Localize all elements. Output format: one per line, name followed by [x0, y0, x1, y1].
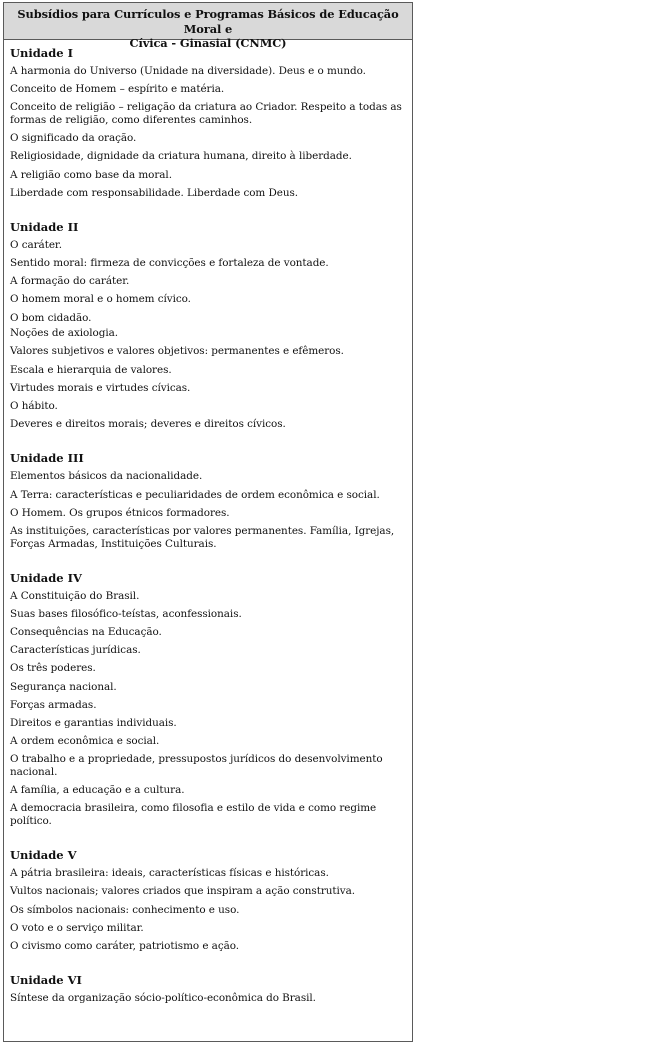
unit-2-item-8: Escala e hierarquia de valores.: [10, 363, 172, 376]
unit-5-item-4: O voto e o serviço militar.: [10, 921, 144, 934]
unit-1-section: [10, 46, 412, 199]
unit-5-item-2: Vultos nacionais; valores criados que inspiram a ação construtiva.: [10, 885, 355, 898]
unit-3-item-2: A Terra: características e peculiaridades de ordem econômica e social.: [10, 488, 380, 501]
unit-4-item-2: Suas bases filosófico-teístas, aconfessionais.: [10, 607, 242, 620]
unit-5-section: [10, 848, 412, 952]
unit-3-item-1: Elementos básicos da nacionalidade.: [10, 470, 203, 483]
table-header: [4, 3, 412, 50]
table-body: [4, 40, 412, 1005]
unit-1-item-2: Conceito de Homem – espírito e matéria.: [10, 83, 225, 96]
unit-1-item-3: Conceito de religião – religação da criatura ao Criador. Respeito a todas as formas de religião, como diferentes caminhos.: [10, 101, 402, 126]
unit-5-item-5: O civismo como caráter, patriotismo e ação.: [10, 939, 240, 952]
curriculum-table: [3, 2, 413, 1042]
unit-4-title: Unidade IV: [10, 570, 82, 585]
unit-4-item-1: A Constituição do Brasil.: [10, 589, 140, 602]
unit-4-item-11: A família, a educação e a cultura.: [10, 784, 185, 797]
header-title-line-2: Cívica - Ginasial (CNMC): [129, 36, 287, 50]
unit-2-item-3: A formação do caráter.: [10, 275, 130, 288]
header-title-line-1: Subsídios para Currículos e Programas Básicos de Educação Moral e: [17, 7, 399, 36]
unit-1-item-5: Religiosidade, dignidade da criatura humana, direito à liberdade.: [10, 150, 352, 163]
unit-2-item-5: O bom cidadão.: [10, 311, 92, 324]
unit-2-item-2: Sentido moral: firmeza de convicções e fortaleza de vontade.: [10, 257, 329, 270]
unit-2-item-1: O caráter.: [10, 238, 62, 251]
unit-1-item-6: A religião como base da moral.: [10, 168, 172, 181]
unit-4-item-10: O trabalho e a propriedade, pressupostos jurídicos do desenvolvimento nacional.: [10, 753, 383, 778]
unit-1-title: Unidade I: [10, 46, 73, 60]
unit-4-item-5: Os três poderes.: [10, 662, 96, 675]
unit-1-item-4: O significado da oração.: [10, 132, 137, 145]
unit-4-item-6: Segurança nacional.: [10, 680, 117, 693]
unit-2-item-11: Deveres e direitos morais; deveres e direitos cívicos.: [10, 418, 286, 431]
unit-5-item-1: A pátria brasileira: ideais, características físicas e históricas.: [10, 867, 329, 880]
unit-2-item-10: O hábito.: [10, 400, 58, 412]
section-gap: [10, 556, 412, 571]
unit-5-item-3: Os símbolos nacionais: conhecimento e uso.: [10, 903, 240, 916]
section-gap: [10, 833, 412, 848]
unit-6-title: Unidade VI: [10, 973, 82, 988]
unit-3-item-3: O Homem. Os grupos étnicos formadores.: [10, 506, 230, 519]
unit-1-item-1: A harmonia do Universo (Unidade na diversidade). Deus e o mundo.: [10, 65, 366, 77]
unit-5-title: Unidade V: [10, 848, 77, 863]
unit-4-item-4: Características jurídicas.: [10, 644, 141, 657]
unit-2-section: [10, 220, 412, 431]
unit-4-item-7: Forças armadas.: [10, 698, 97, 711]
unit-3-section: [10, 451, 412, 550]
unit-2-title: Unidade II: [10, 219, 79, 234]
unit-2-item-9: Virtudes morais e virtudes cívicas.: [10, 381, 191, 394]
unit-3-title: Unidade III: [10, 451, 84, 466]
unit-2-item-7: Valores subjetivos e valores objetivos: permanentes e efêmeros.: [10, 345, 344, 358]
unit-4-item-3: Consequências na Educação.: [10, 626, 162, 639]
section-gap: [10, 958, 412, 973]
unit-4-item-8: Direitos e garantias individuais.: [10, 717, 177, 730]
unit-3-item-4: As instituições, características por valores permanentes. Família, Igrejas, Forças Armadas, Instituições Culturais.: [10, 524, 395, 550]
section-gap: [10, 205, 412, 220]
unit-4-section: [10, 571, 412, 828]
unit-2-item-6: Noções de axiologia.: [10, 327, 118, 340]
unit-4-item-12: A democracia brasileira, como filosofia e estilo de vida e como regime político.: [10, 802, 377, 827]
unit-2-item-4: O homem moral e o homem cívico.: [10, 293, 191, 306]
unit-6-item-1: Síntese da organização sócio-político-econômica do Brasil.: [10, 992, 316, 1005]
section-gap: [10, 436, 412, 451]
unit-1-item-7: Liberdade com responsabilidade. Liberdade com Deus.: [10, 186, 299, 199]
unit-4-item-9: A ordem econômica e social.: [10, 735, 160, 748]
